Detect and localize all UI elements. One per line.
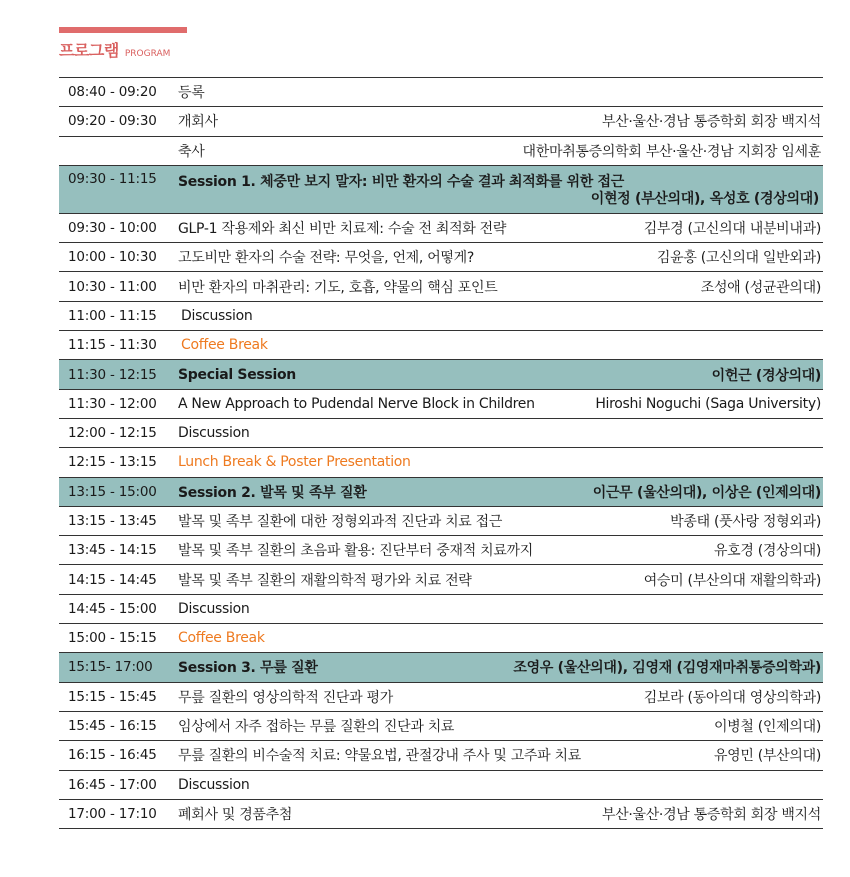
row-speaker: 이병철 (인제의대) xyxy=(713,719,821,736)
row-speaker: 김윤홍 (고신의대 일반외과) xyxy=(656,250,821,267)
schedule-row xyxy=(59,243,823,272)
row-speaker: Hiroshi Noguchi (Saga University) xyxy=(595,395,821,412)
schedule-row xyxy=(59,137,823,166)
session-header-row xyxy=(59,360,823,389)
row-title: 폐회사 및 경품추첨 xyxy=(178,806,293,823)
schedule-row xyxy=(59,800,823,829)
row-speaker: 유영민 (부산의대) xyxy=(713,748,821,765)
row-title: 축사 xyxy=(178,143,205,160)
row-time: 16:15 - 16:45 xyxy=(68,747,157,764)
row-speaker: 이근무 (울산의대), 이상은 (인제의대) xyxy=(592,484,821,501)
row-speaker: 조영우 (울산의대), 김영재 (김영재마취통증의학과) xyxy=(513,660,821,677)
row-time: 11:00 - 11:15 xyxy=(68,307,157,324)
row-title: Session 1. 체중만 보지 말자: 비만 환자의 수술 결과 최적화를 위한 접근 xyxy=(178,173,624,190)
row-title: 임상에서 자주 접하는 무릎 질환의 진단과 치료 xyxy=(178,719,455,736)
row-title: Discussion xyxy=(181,307,253,324)
row-speaker: 김부경 (고신의대 내분비내과) xyxy=(643,221,821,238)
row-title: Session 2. 발목 및 족부 질환 xyxy=(178,484,367,501)
row-time: 13:15 - 15:00 xyxy=(68,483,157,500)
row-speaker: 여승미 (부산의대 재활의학과) xyxy=(643,572,821,589)
row-title: Lunch Break & Poster Presentation xyxy=(178,454,411,471)
schedule-row xyxy=(59,419,823,448)
row-time: 12:00 - 12:15 xyxy=(68,425,157,442)
row-speaker: 이현정 (부산의대), 옥성호 (경상의대) xyxy=(590,190,819,207)
schedule-row xyxy=(59,683,823,712)
row-speaker: 박종태 (풋사랑 정형외과) xyxy=(670,514,821,530)
program-heading xyxy=(59,38,170,62)
row-title: 개회사 xyxy=(178,114,218,131)
row-time: 13:45 - 14:15 xyxy=(68,542,157,559)
schedule-row xyxy=(59,302,823,331)
heading-title-en: PROGRAM xyxy=(124,49,171,59)
session-header-row xyxy=(59,478,823,507)
row-time: 12:15 - 13:15 xyxy=(68,454,157,471)
session-header-row xyxy=(59,166,823,214)
schedule-row xyxy=(59,107,823,136)
row-time: 11:30 - 12:15 xyxy=(68,366,157,383)
schedule-row xyxy=(59,595,823,624)
row-time: 10:00 - 10:30 xyxy=(68,249,157,266)
row-speaker: 조성애 (성균관의대) xyxy=(700,279,821,296)
schedule-row xyxy=(59,712,823,741)
schedule-row xyxy=(59,272,823,301)
session-header-row xyxy=(59,653,823,682)
row-title: 발목 및 족부 질환의 초음파 활용: 진단부터 중재적 치료까지 xyxy=(178,543,533,560)
row-time: 10:30 - 11:00 xyxy=(68,278,157,295)
row-title: 발목 및 족부 질환의 재활의학적 평가와 치료 전략 xyxy=(178,572,472,589)
row-title: Discussion xyxy=(178,425,250,442)
row-title: Discussion xyxy=(178,600,250,617)
schedule-row xyxy=(59,741,823,770)
row-time: 09:20 - 09:30 xyxy=(68,113,157,130)
row-time: 15:15 - 15:45 xyxy=(68,688,157,705)
row-speaker: 유호경 (경상의대) xyxy=(713,543,821,560)
schedule-row xyxy=(59,78,823,107)
schedule-row xyxy=(59,390,823,419)
schedule-row xyxy=(59,331,823,360)
row-speaker: 김보라 (동아의대 영상의학과) xyxy=(643,689,821,706)
row-title: Coffee Break xyxy=(181,337,268,354)
schedule-row xyxy=(59,565,823,594)
row-title: 발목 및 족부 질환에 대한 정형외과적 진단과 치료 접근 xyxy=(178,514,503,530)
schedule-row xyxy=(59,624,823,653)
accent-bar xyxy=(59,27,187,33)
schedule-row xyxy=(59,448,823,477)
schedule-row xyxy=(59,771,823,800)
row-time: 14:15 - 14:45 xyxy=(68,571,157,588)
row-title: A New Approach to Pudendal Nerve Block in Children xyxy=(178,395,535,412)
row-time: 13:15 - 13:45 xyxy=(68,513,157,529)
row-time: 09:30 - 11:15 xyxy=(68,170,157,187)
row-time: 15:00 - 15:15 xyxy=(68,630,157,647)
row-time: 16:45 - 17:00 xyxy=(68,776,157,793)
row-title: 등록 xyxy=(178,85,205,102)
row-title: Session 3. 무릎 질환 xyxy=(178,660,318,677)
schedule-row xyxy=(59,507,823,536)
row-title: 고도비만 환자의 수술 전략: 무엇을, 언제, 어떻게? xyxy=(178,250,475,267)
heading-title-ko: 프로그램 xyxy=(59,41,119,60)
row-time: 15:45 - 16:15 xyxy=(68,718,157,735)
row-speaker: 이헌근 (경상의대) xyxy=(711,367,821,384)
row-time: 11:30 - 12:00 xyxy=(68,395,157,412)
row-time: 17:00 - 17:10 xyxy=(68,805,157,822)
row-title: Special Session xyxy=(178,366,296,383)
row-time: 11:15 - 11:30 xyxy=(68,337,157,354)
row-title: Discussion xyxy=(178,776,250,793)
row-time: 09:30 - 10:00 xyxy=(68,220,157,237)
row-time: 08:40 - 09:20 xyxy=(68,84,157,101)
row-time: 14:45 - 15:00 xyxy=(68,600,157,617)
row-speaker: 대한마취통증의학회 부산·울산·경남 지회장 임세훈 xyxy=(522,143,821,160)
row-title: Coffee Break xyxy=(178,630,265,647)
row-speaker: 부산·울산·경남 통증학회 회장 백지석 xyxy=(601,806,821,823)
schedule-table xyxy=(59,77,823,829)
row-title: GLP-1 작용제와 최신 비만 치료제: 수술 전 최적화 전략 xyxy=(178,221,507,238)
schedule-row xyxy=(59,214,823,243)
row-title: 비만 환자의 마취관리: 기도, 호흡, 약물의 핵심 포인트 xyxy=(178,279,498,296)
row-speaker: 부산·울산·경남 통증학회 회장 백지석 xyxy=(601,114,821,131)
row-time: 15:15- 17:00 xyxy=(68,659,153,676)
row-title: 무릎 질환의 비수술적 치료: 약물요법, 관절강내 주사 및 고주파 치료 xyxy=(178,748,581,765)
schedule-row xyxy=(59,536,823,565)
row-title: 무릎 질환의 영상의학적 진단과 평가 xyxy=(178,689,393,706)
